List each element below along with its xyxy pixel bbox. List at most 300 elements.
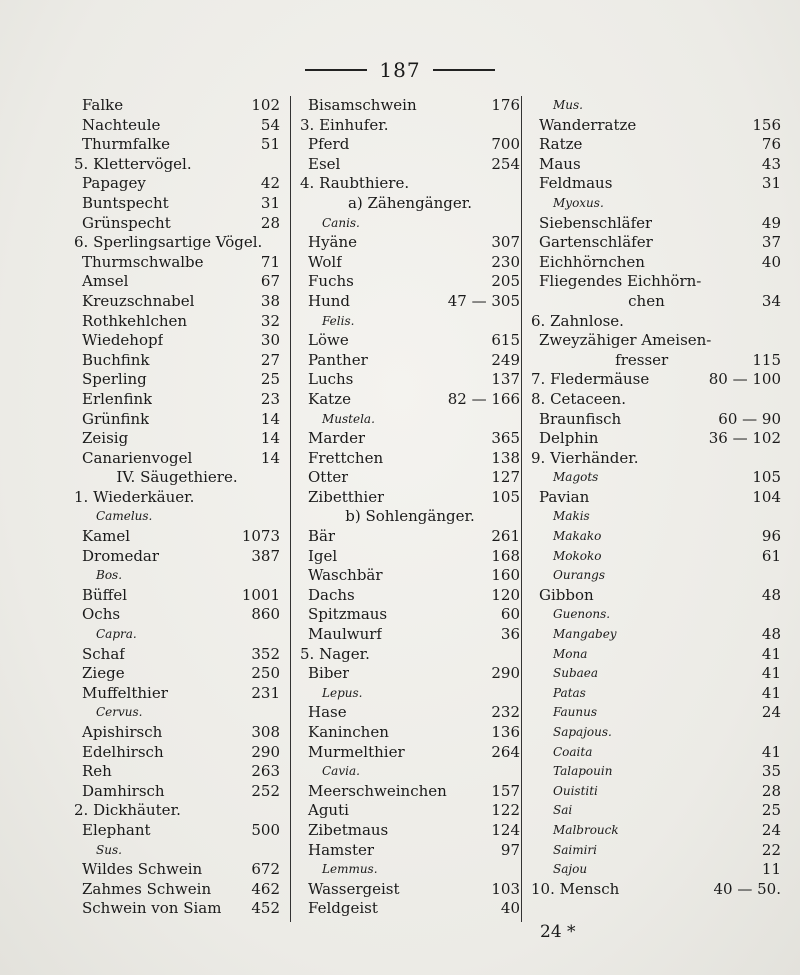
entry-value: 14 xyxy=(260,409,280,428)
table-row xyxy=(74,782,280,802)
entry-value: 49 xyxy=(761,213,781,232)
table-row xyxy=(74,684,280,704)
table-row xyxy=(300,116,520,136)
table-row xyxy=(300,645,520,665)
table-row xyxy=(74,703,280,723)
table-row xyxy=(531,194,781,214)
entry-name: Felis. xyxy=(322,313,355,328)
table-row xyxy=(531,743,781,763)
table-row xyxy=(531,566,781,586)
entry-name: Capra. xyxy=(96,627,137,642)
table-row xyxy=(300,664,520,684)
entry-name: Kamel xyxy=(82,527,131,546)
entry-name: 5. Klettervögel. xyxy=(74,154,192,173)
entry-name: Thurmschwalbe xyxy=(82,252,204,271)
entry-name: Löwe xyxy=(308,331,349,350)
entry-name: Grünspecht xyxy=(82,213,171,232)
entry-value: 82 — 166 xyxy=(447,389,520,408)
entry-name: Wassergeist xyxy=(308,879,400,898)
entry-name: Sai xyxy=(553,803,573,818)
table-row xyxy=(74,507,280,527)
column-divider-2 xyxy=(521,96,522,922)
table-row xyxy=(300,880,520,900)
entry-name: Thurmfalke xyxy=(82,135,170,154)
entry-name: Wolf xyxy=(308,252,342,271)
entry-name: Hase xyxy=(308,703,347,722)
entry-name: Aguti xyxy=(308,801,349,820)
table-row xyxy=(300,625,520,645)
entry-value: 23 xyxy=(260,389,280,408)
entry-value: 22 xyxy=(761,840,781,859)
entry-name: Pferd xyxy=(308,135,350,154)
entry-value: 290 xyxy=(491,664,520,683)
table-row xyxy=(531,96,781,116)
entry-name: Ratze xyxy=(539,135,583,154)
entry-value: 122 xyxy=(491,801,520,820)
entry-name: Spitzmaus xyxy=(308,605,388,624)
table-row xyxy=(74,547,280,567)
table-row xyxy=(531,821,781,841)
entry-value: 41 xyxy=(761,644,781,663)
table-row xyxy=(300,390,520,410)
entry-name: 1. Wiederkäuer. xyxy=(74,487,195,506)
entry-value: 120 xyxy=(491,585,520,604)
table-row xyxy=(300,351,520,371)
entry-name: Makis xyxy=(553,509,590,524)
entry-name: Gartenschläfer xyxy=(539,233,653,252)
entry-name: chen xyxy=(628,291,665,310)
table-row xyxy=(74,880,280,900)
table-row xyxy=(531,155,781,175)
table-row xyxy=(531,762,781,782)
table-row xyxy=(531,312,781,332)
table-row xyxy=(74,135,280,155)
entry-value: 452 xyxy=(251,899,280,918)
table-row xyxy=(531,253,781,273)
entry-name: Sapajous. xyxy=(553,725,612,739)
table-row xyxy=(531,410,781,430)
entry-value: 76 xyxy=(761,135,781,154)
table-row xyxy=(531,233,781,253)
entry-name: 2. Dickhäuter. xyxy=(74,801,181,820)
entry-name: Hyäne xyxy=(308,233,358,252)
entry-name: Lepus. xyxy=(322,685,363,700)
entry-name: Rothkehlchen xyxy=(82,311,188,330)
entry-value: 290 xyxy=(251,742,280,761)
entry-name: Maus xyxy=(539,154,581,173)
entry-name: IV. Säugethiere. xyxy=(116,468,238,487)
table-row xyxy=(531,880,781,900)
entry-value: 254 xyxy=(491,154,520,173)
entry-name: Panther xyxy=(308,350,368,369)
entry-name: Marder xyxy=(308,429,366,448)
table-row xyxy=(300,233,520,253)
entry-name: 3. Einhufer. xyxy=(300,115,389,134)
page-header xyxy=(0,56,800,84)
table-row xyxy=(300,762,520,782)
table-row xyxy=(531,214,781,234)
entry-name: Dachs xyxy=(308,585,355,604)
entry-name: 6. Sperlingsartige Vögel. xyxy=(74,233,263,252)
entry-name: Ochs xyxy=(82,605,121,624)
entry-value: 60 — 90 xyxy=(718,409,781,428)
entry-name: Bisamschwein xyxy=(308,96,417,114)
entry-name: Patas xyxy=(553,685,586,700)
table-row xyxy=(74,233,280,253)
entry-name: Talapouin xyxy=(553,764,613,779)
entry-name: Katze xyxy=(308,389,351,408)
entry-value: 249 xyxy=(491,350,520,369)
entry-name: Frettchen xyxy=(308,448,384,467)
entry-value: 352 xyxy=(251,644,280,663)
entry-name: 10. Mensch xyxy=(531,879,620,898)
entry-value: 96 xyxy=(761,527,781,546)
entry-value: 127 xyxy=(491,468,520,487)
table-row xyxy=(531,703,781,723)
table-row xyxy=(74,410,280,430)
table-row xyxy=(74,860,280,880)
entry-name: Camelus. xyxy=(96,509,153,524)
table-row xyxy=(531,841,781,861)
entry-value: 80 — 100 xyxy=(708,370,781,389)
table-row xyxy=(300,860,520,880)
entry-name: Feldgeist xyxy=(308,899,378,918)
entry-value: 104 xyxy=(752,487,781,506)
table-row xyxy=(531,351,781,371)
entry-name: Eichhörnchen xyxy=(539,252,645,271)
entry-value: 105 xyxy=(752,468,781,487)
table-row xyxy=(531,272,781,292)
entry-name: Grünfink xyxy=(82,409,150,428)
table-row xyxy=(300,410,520,430)
entry-value: 27 xyxy=(260,350,280,369)
entry-value: 1001 xyxy=(241,585,280,604)
entry-value: 25 xyxy=(260,370,280,389)
entry-value: 136 xyxy=(491,723,520,741)
entry-name: Falke xyxy=(82,96,124,114)
entry-value: 97 xyxy=(500,840,520,859)
table-row xyxy=(300,429,520,449)
entry-name: Myoxus. xyxy=(553,195,604,210)
entry-value: 41 xyxy=(761,742,781,761)
entry-name: Ourangs xyxy=(553,568,606,583)
table-row xyxy=(300,155,520,175)
entry-value: 462 xyxy=(251,879,280,898)
entry-value: 32 xyxy=(260,311,280,330)
table-row xyxy=(300,899,520,919)
entry-value: 42 xyxy=(260,174,280,193)
entry-value: 252 xyxy=(251,781,280,800)
entry-name: Gibbon xyxy=(539,585,594,604)
entry-name: Hund xyxy=(308,291,351,310)
entry-value: 34 xyxy=(761,291,781,310)
entry-value: 102 xyxy=(251,96,280,114)
signature-mark: 24 * xyxy=(540,922,576,942)
table-row xyxy=(300,743,520,763)
entry-value: 37 xyxy=(761,233,781,252)
column-3 xyxy=(531,96,781,899)
entry-value: 40 xyxy=(761,252,781,271)
column-2 xyxy=(300,96,520,919)
table-row xyxy=(531,174,781,194)
entry-value: 61 xyxy=(761,546,781,565)
page-number: 187 xyxy=(379,58,421,82)
entry-name: Wanderratze xyxy=(539,115,637,134)
entry-name: Ouistiti xyxy=(553,783,598,798)
entry-value: 387 xyxy=(251,546,280,565)
entry-value: 40 — 50. xyxy=(713,879,781,898)
table-row xyxy=(300,370,520,390)
entry-value: 176 xyxy=(491,96,520,114)
entry-name: Zibetthier xyxy=(308,487,385,506)
table-row xyxy=(300,292,520,312)
entry-name: Edelhirsch xyxy=(82,742,164,761)
table-row xyxy=(531,684,781,704)
entry-name: Magots xyxy=(553,470,599,485)
column-divider-1 xyxy=(290,96,291,922)
entry-value: 615 xyxy=(491,331,520,350)
entry-name: Fliegendes Eichhörn- xyxy=(539,272,702,291)
table-row xyxy=(531,488,781,508)
table-row xyxy=(531,860,781,880)
entry-name: Sus. xyxy=(96,842,122,857)
entry-value: 230 xyxy=(491,252,520,271)
entry-name: Bär xyxy=(308,527,336,546)
table-row xyxy=(300,312,520,332)
table-row xyxy=(300,527,520,547)
table-row xyxy=(74,762,280,782)
entry-value: 25 xyxy=(761,801,781,820)
table-row xyxy=(74,664,280,684)
entry-name: Siebenschläfer xyxy=(539,213,653,232)
table-row xyxy=(531,605,781,625)
table-row xyxy=(531,331,781,351)
entry-value: 250 xyxy=(251,664,280,683)
entry-value: 28 xyxy=(260,213,280,232)
entry-value: 115 xyxy=(752,350,781,369)
entry-value: 157 xyxy=(491,781,520,800)
entry-value: 700 xyxy=(491,135,520,154)
entry-value: 54 xyxy=(260,115,280,134)
entry-value: 40 xyxy=(500,899,520,918)
entry-value: 31 xyxy=(761,174,781,193)
entry-name: Canarienvogel xyxy=(82,448,193,467)
table-row xyxy=(300,703,520,723)
entry-value: 156 xyxy=(752,115,781,134)
table-row xyxy=(74,468,280,488)
table-row xyxy=(300,449,520,469)
entry-value: 138 xyxy=(491,448,520,467)
entry-value: 48 xyxy=(761,625,781,644)
table-row xyxy=(74,566,280,586)
entry-name: Fuchs xyxy=(308,272,354,291)
entry-name: Zweyzähiger Ameisen- xyxy=(539,331,712,350)
entry-name: Subaea xyxy=(553,666,599,681)
table-row xyxy=(300,272,520,292)
table-row xyxy=(531,664,781,684)
entry-name: Guenons. xyxy=(553,607,611,622)
entry-name: Muffelthier xyxy=(82,683,168,702)
entry-name: Zibetmaus xyxy=(308,820,389,839)
table-row xyxy=(74,605,280,625)
entry-name: 4. Raubthiere. xyxy=(300,174,410,193)
entry-name: Luchs xyxy=(308,370,354,389)
table-row xyxy=(300,331,520,351)
table-row xyxy=(531,586,781,606)
table-row xyxy=(300,488,520,508)
entry-name: Zeisig xyxy=(82,429,129,448)
entry-name: Hamster xyxy=(308,840,375,859)
table-row xyxy=(74,292,280,312)
entry-name: Maulwurf xyxy=(308,625,382,644)
entry-name: 6. Zahnlose. xyxy=(531,311,624,330)
entry-value: 307 xyxy=(491,233,520,252)
entry-value: 105 xyxy=(491,487,520,506)
entry-name: Faunus xyxy=(553,705,598,720)
table-row xyxy=(531,292,781,312)
table-row xyxy=(74,527,280,547)
table-row xyxy=(74,586,280,606)
entry-name: 7. Fledermäuse xyxy=(531,370,650,389)
entry-name: Igel xyxy=(308,546,338,565)
table-row xyxy=(300,801,520,821)
table-row xyxy=(74,645,280,665)
entry-value: 860 xyxy=(251,605,280,624)
table-row xyxy=(300,821,520,841)
entry-name: Saimiri xyxy=(553,842,598,857)
table-row xyxy=(531,116,781,136)
entry-value: 264 xyxy=(491,742,520,761)
entry-value: 67 xyxy=(260,272,280,291)
table-row xyxy=(74,312,280,332)
table-row xyxy=(74,272,280,292)
entry-value: 36 — 102 xyxy=(708,429,781,448)
entry-value: 41 xyxy=(761,664,781,683)
table-row xyxy=(300,194,520,214)
entry-name: Kreuzschnabel xyxy=(82,291,195,310)
entry-value: 168 xyxy=(491,546,520,565)
entry-name: Elephant xyxy=(82,820,151,839)
entry-name: Mona xyxy=(553,646,588,661)
table-row xyxy=(74,155,280,175)
header-rule-right xyxy=(433,69,495,71)
table-row xyxy=(74,743,280,763)
entry-value: 261 xyxy=(491,527,520,546)
table-row xyxy=(74,194,280,214)
entry-name: Bos. xyxy=(96,568,123,583)
table-row xyxy=(531,507,781,527)
entry-value: 103 xyxy=(491,879,520,898)
entry-value: 500 xyxy=(251,820,280,839)
table-row xyxy=(300,253,520,273)
table-row xyxy=(74,96,280,116)
table-row xyxy=(531,625,781,645)
entry-value: 47 — 305 xyxy=(447,291,520,310)
entry-name: Mangabey xyxy=(553,627,617,642)
entry-name: Nachteule xyxy=(82,115,161,134)
entry-value: 24 xyxy=(761,820,781,839)
entry-name: Cavia. xyxy=(322,764,360,779)
table-row xyxy=(300,605,520,625)
table-row xyxy=(74,429,280,449)
entry-value: 38 xyxy=(260,291,280,310)
entry-name: 5. Nager. xyxy=(300,644,370,663)
table-row xyxy=(300,174,520,194)
entry-value: 308 xyxy=(251,723,280,741)
entry-name: Cervus. xyxy=(96,705,143,720)
entry-name: Mokoko xyxy=(553,548,602,563)
table-row xyxy=(531,468,781,488)
table-row xyxy=(531,645,781,665)
entry-name: fresser xyxy=(615,350,669,369)
entry-name: Braunfisch xyxy=(539,409,622,428)
entry-name: b) Sohlengänger. xyxy=(345,507,475,526)
entry-name: 8. Cetaceen. xyxy=(531,389,626,408)
entry-name: 9. Vierhänder. xyxy=(531,448,639,467)
entry-name: Makako xyxy=(553,529,602,544)
entry-name: Buntspecht xyxy=(82,193,169,212)
entry-value: 263 xyxy=(251,762,280,781)
entry-name: Wildes Schwein xyxy=(82,860,203,879)
table-row xyxy=(74,723,280,743)
entry-value: 36 xyxy=(500,625,520,644)
table-row xyxy=(300,566,520,586)
table-row xyxy=(300,586,520,606)
table-row xyxy=(300,96,520,116)
entry-value: 60 xyxy=(500,605,520,624)
entry-value: 672 xyxy=(251,860,280,879)
header-rule-left xyxy=(305,69,367,71)
table-row xyxy=(531,370,781,390)
entry-name: Biber xyxy=(308,664,350,683)
entry-value: 71 xyxy=(260,252,280,271)
table-row xyxy=(74,625,280,645)
entry-name: Esel xyxy=(308,154,341,173)
table-row xyxy=(74,801,280,821)
table-row xyxy=(74,174,280,194)
table-row xyxy=(531,723,781,743)
entry-name: Dromedar xyxy=(82,546,160,565)
entry-value: 231 xyxy=(251,683,280,702)
entry-name: Sperling xyxy=(82,370,147,389)
entry-name: Lemmus. xyxy=(322,862,378,877)
table-row xyxy=(531,429,781,449)
entry-value: 1073 xyxy=(241,527,280,546)
entry-value: 28 xyxy=(761,781,781,800)
table-row xyxy=(531,527,781,547)
entry-name: Coaita xyxy=(553,744,593,759)
table-row xyxy=(74,899,280,919)
entry-name: Kaninchen xyxy=(308,723,389,741)
table-row xyxy=(74,841,280,861)
table-row xyxy=(300,214,520,234)
entry-name: Reh xyxy=(82,762,112,781)
entry-value: 35 xyxy=(761,762,781,781)
entry-value: 205 xyxy=(491,272,520,291)
table-row xyxy=(300,507,520,527)
entry-value: 124 xyxy=(491,820,520,839)
table-row xyxy=(300,723,520,743)
table-row xyxy=(300,135,520,155)
table-row xyxy=(300,468,520,488)
table-row xyxy=(531,135,781,155)
table-row xyxy=(74,390,280,410)
entry-name: Mus. xyxy=(553,98,583,112)
table-row xyxy=(531,801,781,821)
entry-name: Erlenfink xyxy=(82,389,153,408)
table-row xyxy=(74,214,280,234)
table-row xyxy=(300,782,520,802)
